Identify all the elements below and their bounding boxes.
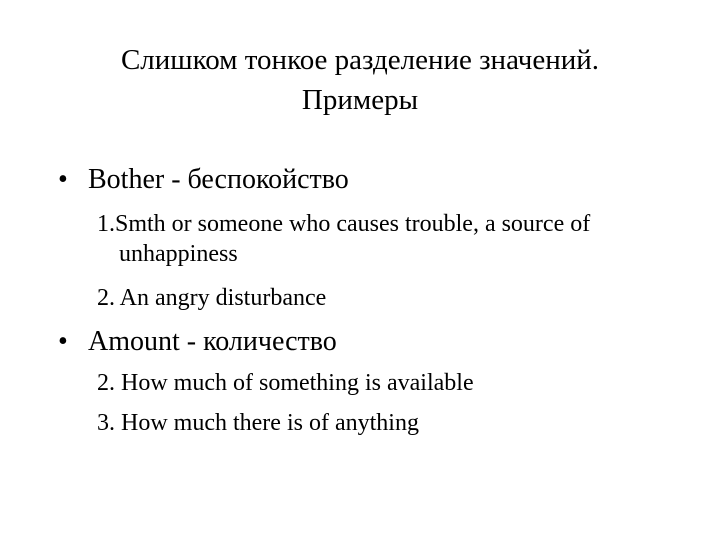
sub-item-line-1: 2. How much of something is available	[97, 370, 474, 396]
sub-item-line-2: unhappiness	[119, 241, 238, 267]
sub-item-line-1: 3. How much there is of anything	[97, 410, 419, 436]
sub-item-bother-2	[97, 283, 326, 313]
bullet-text: Bother - беспокойство	[88, 164, 349, 195]
sub-item-amount-2	[97, 408, 419, 438]
bullet-marker: •	[58, 164, 68, 195]
bullet-marker: •	[58, 326, 68, 357]
sub-item-bother-1	[97, 209, 590, 269]
slide-title-line-2: Примеры	[301, 84, 419, 116]
sub-item-line-1: 1.Smth or someone who causes trouble, a source of	[97, 211, 591, 237]
bullet-text: Amount - количество	[88, 326, 337, 357]
slide-title	[40, 40, 680, 120]
bullet-bother	[58, 163, 349, 197]
slide-title-line-1: Слишком тонкое разделение значений.	[120, 44, 600, 76]
sub-item-amount-1	[97, 368, 474, 398]
bullet-amount	[58, 325, 337, 359]
sub-item-line-1: 2. An angry disturbance	[97, 285, 327, 311]
